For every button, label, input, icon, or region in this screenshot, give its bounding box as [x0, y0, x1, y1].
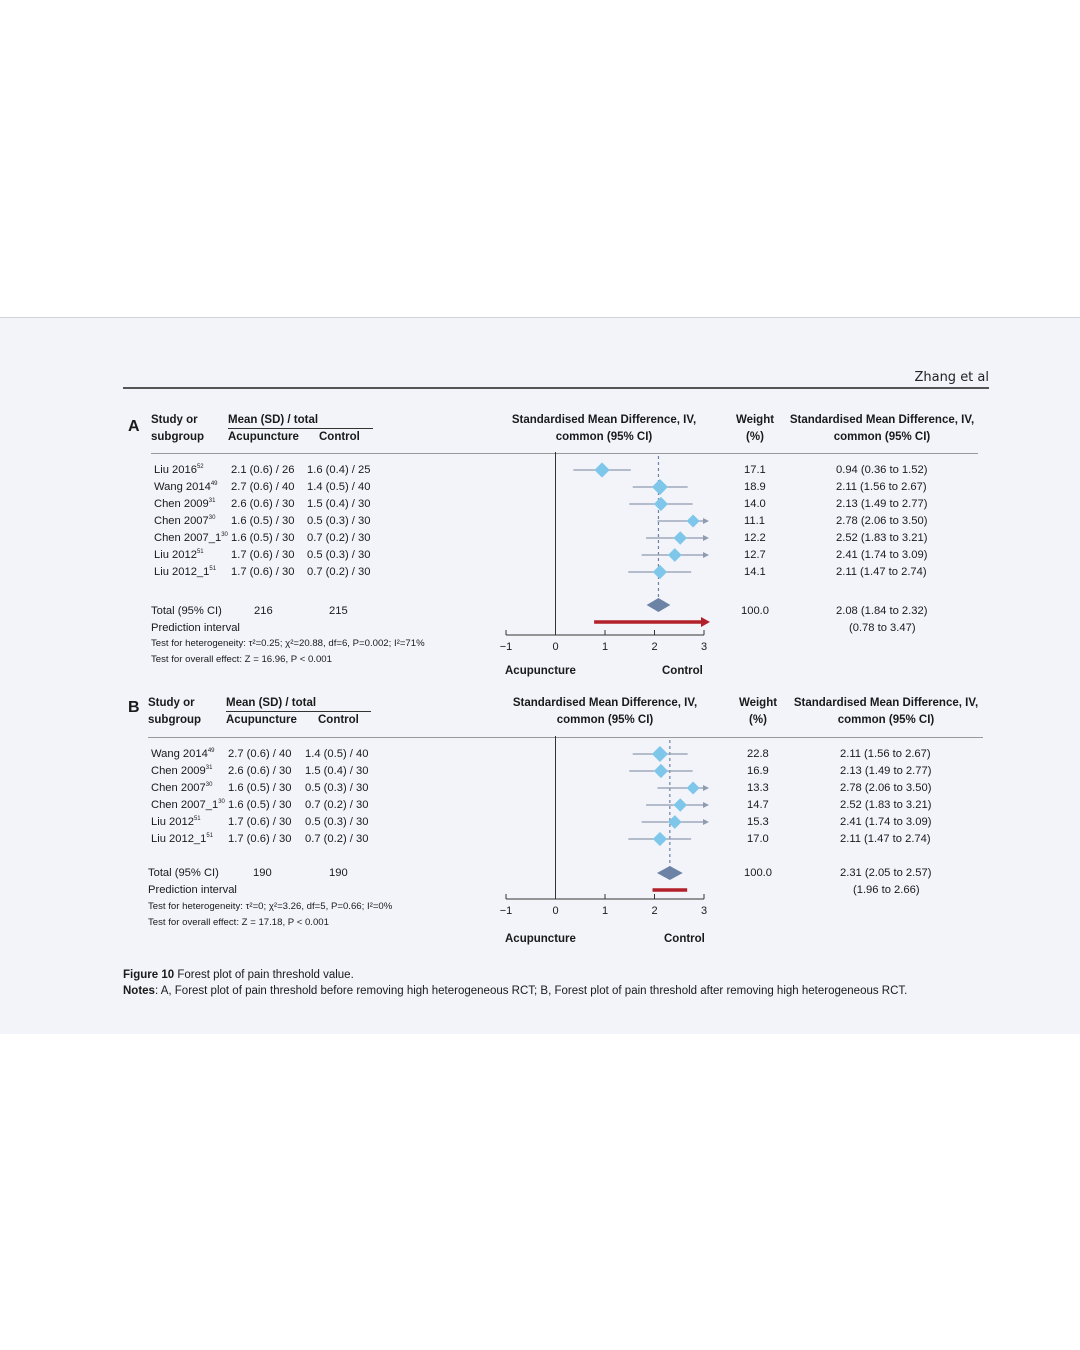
study-name: [154, 566, 216, 578]
study-name: [154, 498, 215, 510]
col-header-control: Control: [319, 431, 360, 443]
study-control-value: 1.5 (0.4) / 30: [307, 498, 371, 510]
study-control-value: 1.4 (0.5) / 40: [307, 481, 371, 493]
study-control-value: 0.7 (0.2) / 30: [307, 532, 371, 544]
x-tick-label: 3: [700, 641, 708, 653]
header-underline: [228, 428, 373, 429]
study-acupuncture-value: 2.1 (0.6) / 26: [231, 464, 295, 476]
figure-label: Figure 10: [123, 969, 175, 981]
study-reference: 31: [205, 765, 213, 771]
study-acupuncture-value: 1.6 (0.5) / 30: [231, 532, 295, 544]
study-estimate-marker: [654, 764, 668, 778]
prediction-interval-arrow: [701, 617, 710, 627]
x-label-favours-acupuncture: Acupuncture: [505, 665, 576, 677]
study-reference: 51: [193, 816, 201, 822]
prediction-ci-text: (1.96 to 2.66): [853, 884, 920, 896]
summary-diamond: [647, 598, 671, 612]
study-reference: 51: [209, 566, 217, 572]
study-name-text: Liu 2012: [151, 816, 194, 828]
study-name: [151, 833, 213, 845]
x-label-favours-control: Control: [664, 933, 705, 945]
col-header-smd-ci: Standardised Mean Difference, IV,: [789, 414, 975, 426]
study-name: [151, 765, 212, 777]
study-acupuncture-value: 1.7 (0.6) / 30: [231, 549, 295, 561]
study-acupuncture-value: 1.7 (0.6) / 30: [228, 833, 292, 845]
study-ci-text: 2.11 (1.47 to 2.74): [836, 566, 927, 578]
study-estimate-marker: [673, 798, 687, 812]
ci-overflow-arrow: [703, 785, 709, 791]
study-weight: 14.7: [747, 799, 769, 811]
figure-caption-text: Forest plot of pain threshold value.: [174, 969, 354, 981]
study-name-text: Chen 2009: [151, 765, 206, 777]
study-reference: 51: [206, 833, 214, 839]
figure-notes: [123, 985, 907, 997]
study-weight: 14.0: [744, 498, 766, 510]
x-tick-label: 2: [651, 905, 658, 917]
col-header-weight-unit: (%): [746, 431, 764, 443]
study-reference: 30: [218, 799, 225, 805]
total-ci-text: 2.08 (1.84 to 2.32): [836, 605, 928, 617]
study-reference: 51: [196, 549, 204, 555]
study-estimate-marker: [652, 746, 668, 762]
study-ci-text: 2.13 (1.49 to 2.77): [836, 498, 928, 510]
total-weight: 100.0: [741, 605, 769, 617]
study-reference: 30: [205, 782, 213, 788]
col-header-weight: Weight: [735, 414, 775, 426]
running-header-author: Zhang et al: [914, 370, 989, 385]
study-ci-text: 2.11 (1.56 to 2.67): [836, 481, 927, 493]
col-header-smd-plot: Standardised Mean Difference, IV,: [512, 697, 698, 709]
total-weight: 100.0: [744, 867, 772, 879]
ci-overflow-arrow: [703, 802, 709, 808]
ci-overflow-arrow: [703, 552, 709, 558]
study-ci-text: 2.52 (1.83 to 3.21): [836, 532, 928, 544]
header-underline: [226, 711, 371, 712]
study-name-text: Liu 2012: [154, 549, 197, 561]
x-label-favours-acupuncture: Acupuncture: [505, 933, 576, 945]
study-weight: 18.9: [744, 481, 766, 493]
col-header-study: Study or: [148, 697, 195, 709]
study-estimate-marker: [687, 781, 700, 794]
panel-letter: A: [128, 418, 140, 435]
x-tick-label: 1: [601, 905, 609, 917]
col-header-smd-ci: Standardised Mean Difference, IV,: [793, 697, 979, 709]
study-control-value: 1.6 (0.4) / 25: [307, 464, 371, 476]
study-estimate-marker: [652, 479, 668, 495]
heterogeneity-test: Test for heterogeneity: τ²=0; χ²=3.26, df=5, P=0.66; I²=0%: [148, 901, 393, 912]
study-name: [151, 782, 212, 794]
study-acupuncture-value: 1.7 (0.6) / 30: [231, 566, 295, 578]
total-ctl-n: 190: [329, 867, 348, 879]
study-ci-text: 2.13 (1.49 to 2.77): [840, 765, 932, 777]
study-control-value: 0.7 (0.2) / 30: [305, 799, 369, 811]
study-ci-text: 2.78 (2.06 to 3.50): [840, 782, 932, 794]
study-weight: 22.8: [747, 748, 769, 760]
study-name: [154, 481, 218, 493]
panel-letter: B: [128, 699, 140, 716]
study-name-text: Chen 2007: [151, 782, 206, 794]
study-reference: 30: [208, 515, 216, 521]
x-tick-label: 0: [552, 905, 559, 917]
col-header-smd-ci-sub: common (95% CI): [837, 714, 935, 726]
x-tick-label: −1: [499, 641, 513, 653]
study-name-text: Liu 2016: [154, 464, 197, 476]
study-control-value: 1.5 (0.4) / 30: [305, 765, 369, 777]
total-label: Total (95% CI): [151, 605, 222, 617]
col-header-smd-plot-sub: common (95% CI): [555, 431, 653, 443]
col-header-smd-ci-sub: common (95% CI): [833, 431, 931, 443]
ci-overflow-arrow: [703, 819, 709, 825]
study-weight: 14.1: [744, 566, 766, 578]
prediction-label: Prediction interval: [151, 622, 240, 634]
study-ci-text: 2.52 (1.83 to 3.21): [840, 799, 932, 811]
col-header-acupuncture: Acupuncture: [226, 714, 297, 726]
study-acupuncture-value: 1.6 (0.5) / 30: [231, 515, 295, 527]
x-label-favours-control: Control: [662, 665, 703, 677]
forest-plot-panel-b: [0, 686, 1080, 956]
study-name-text: Liu 2012_1: [154, 566, 210, 578]
study-weight: 12.2: [744, 532, 766, 544]
overall-effect-test: Test for overall effect: Z = 17.18, P < 0.001: [148, 917, 329, 928]
x-tick-label: 0: [552, 641, 559, 653]
col-header-weight-unit: (%): [749, 714, 767, 726]
study-reference: 30: [221, 532, 228, 538]
total-ci-text: 2.31 (2.05 to 2.57): [840, 867, 932, 879]
study-weight: 13.3: [747, 782, 769, 794]
study-reference: 49: [207, 748, 215, 754]
notes-label: Notes: [123, 985, 155, 997]
col-header-control: Control: [318, 714, 359, 726]
study-control-value: 0.5 (0.3) / 30: [305, 782, 369, 794]
study-weight: 12.7: [744, 549, 766, 561]
study-control-value: 1.4 (0.5) / 40: [305, 748, 369, 760]
study-name: [154, 532, 228, 544]
study-control-value: 0.7 (0.2) / 30: [305, 833, 369, 845]
study-weight: 17.0: [747, 833, 769, 845]
col-header-mean-sd: Mean (SD) / total: [226, 697, 317, 709]
heterogeneity-test: Test for heterogeneity: τ²=0.25; χ²=20.88, df=6, P=0.002; I²=71%: [151, 638, 425, 649]
col-header-weight: Weight: [738, 697, 778, 709]
study-acupuncture-value: 2.6 (0.6) / 30: [231, 498, 295, 510]
total-ctl-n: 215: [329, 605, 348, 617]
x-tick-label: 2: [651, 641, 658, 653]
study-acupuncture-value: 1.6 (0.5) / 30: [228, 782, 292, 794]
study-ci-text: 2.11 (1.47 to 2.74): [840, 833, 931, 845]
study-estimate-marker: [673, 531, 687, 545]
prediction-label: Prediction interval: [148, 884, 237, 896]
study-estimate-marker: [668, 548, 682, 562]
col-header-subgroup: subgroup: [148, 714, 202, 726]
overall-effect-test: Test for overall effect: Z = 16.96, P < 0.001: [151, 654, 332, 665]
notes-text: : A, Forest plot of pain threshold before removing high heterogeneous RCT; B, Forest plot of pain threshold after removing high heterogeneous RCT.: [154, 985, 908, 997]
study-reference: 49: [210, 481, 218, 487]
study-name-text: Chen 2007_1: [154, 532, 222, 544]
study-weight: 17.1: [744, 464, 766, 476]
study-estimate-marker: [653, 565, 667, 579]
total-acu-n: 190: [253, 867, 272, 879]
study-name-text: Wang 2014: [154, 481, 211, 493]
col-header-acupuncture: Acupuncture: [228, 431, 299, 443]
study-control-value: 0.7 (0.2) / 30: [307, 566, 371, 578]
study-estimate-marker: [687, 514, 700, 527]
study-name-text: Chen 2007: [154, 515, 209, 527]
study-estimate-marker: [594, 462, 609, 477]
study-name: [154, 549, 204, 561]
study-ci-text: 2.41 (1.74 to 3.09): [836, 549, 928, 561]
forest-plot-panel-a: [0, 402, 1080, 677]
x-tick-label: 1: [601, 641, 609, 653]
study-reference: 31: [208, 498, 216, 504]
col-header-mean-sd: Mean (SD) / total: [228, 414, 319, 426]
col-header-smd-plot: Standardised Mean Difference, IV,: [511, 414, 697, 426]
study-name: [151, 799, 225, 811]
study-acupuncture-value: 2.7 (0.6) / 40: [231, 481, 295, 493]
total-acu-n: 216: [254, 605, 273, 617]
ci-overflow-arrow: [703, 518, 709, 524]
study-ci-text: 2.41 (1.74 to 3.09): [840, 816, 932, 828]
ci-overflow-arrow: [703, 535, 709, 541]
study-control-value: 0.5 (0.3) / 30: [307, 515, 371, 527]
x-tick-label: −1: [499, 905, 513, 917]
prediction-ci-text: (0.78 to 3.47): [849, 622, 916, 634]
col-header-study: Study or: [151, 414, 198, 426]
study-ci-text: 0.94 (0.36 to 1.52): [836, 464, 928, 476]
study-weight: 15.3: [747, 816, 769, 828]
study-control-value: 0.5 (0.3) / 30: [307, 549, 371, 561]
forest-plot-area: [495, 452, 717, 667]
study-estimate-marker: [654, 497, 668, 511]
summary-diamond: [657, 866, 683, 880]
study-name-text: Wang 2014: [151, 748, 208, 760]
study-acupuncture-value: 2.6 (0.6) / 30: [228, 765, 292, 777]
col-header-subgroup: subgroup: [151, 431, 205, 443]
study-ci-text: 2.78 (2.06 to 3.50): [836, 515, 928, 527]
study-name: [154, 515, 215, 527]
x-tick-label: 3: [700, 905, 708, 917]
header-rule: [123, 387, 989, 389]
study-name-text: Liu 2012_1: [151, 833, 207, 845]
forest-plot-area: [495, 736, 717, 936]
study-weight: 11.1: [744, 515, 765, 527]
study-acupuncture-value: 2.7 (0.6) / 40: [228, 748, 292, 760]
study-acupuncture-value: 1.7 (0.6) / 30: [228, 816, 292, 828]
study-control-value: 0.5 (0.3) / 30: [305, 816, 369, 828]
study-name-text: Chen 2007_1: [151, 799, 219, 811]
study-weight: 16.9: [747, 765, 769, 777]
total-label: Total (95% CI): [148, 867, 219, 879]
study-name: [151, 748, 215, 760]
study-ci-text: 2.11 (1.56 to 2.67): [840, 748, 931, 760]
study-name-text: Chen 2009: [154, 498, 209, 510]
figure-caption: [123, 969, 354, 981]
study-name: [151, 816, 201, 828]
col-header-smd-plot-sub: common (95% CI): [556, 714, 654, 726]
study-reference: 52: [196, 464, 204, 470]
study-acupuncture-value: 1.6 (0.5) / 30: [228, 799, 292, 811]
study-name: [154, 464, 204, 476]
study-estimate-marker: [653, 832, 667, 846]
